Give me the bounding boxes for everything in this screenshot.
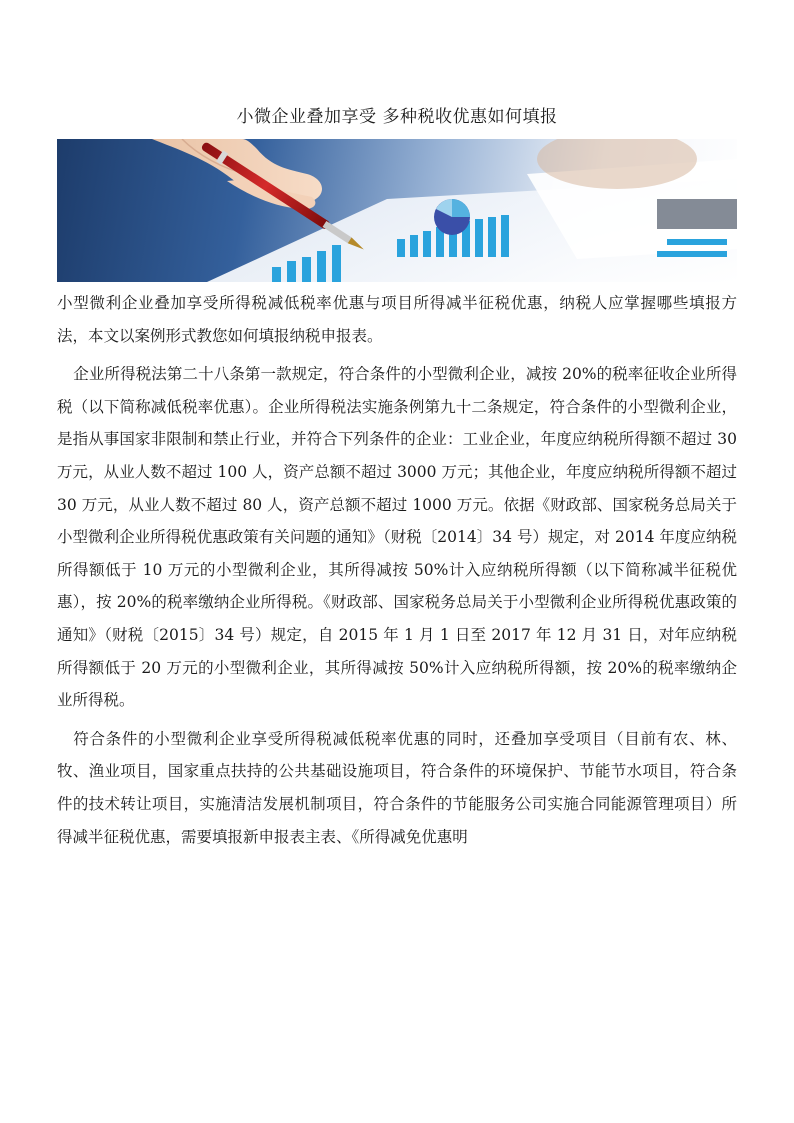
document-body (57, 287, 737, 853)
hand-pen-chart-photo-icon (57, 139, 737, 282)
paragraph-2: 企业所得税法第二十八条第一款规定，符合条件的小型微利企业，减按 20%的税率征收企业所得税（以下简称减低税率优惠）。企业所得税法实施条例第九十二条规定，符合条件的小型微利企业，是指从事国家非限制和禁止行业，并符合下列条件的企业：工业企业，年度应纳税所得额不超过 30 万元，从业人数不超过 100 人，资产总额不超过 3000 万元；其他企业，年度应纳税所得额不超过 30 万元，从业人数不超过 80 人，资产总额不超过 1000 万元。依据《财政部、国家税务总局关于小型微利企业所得税优惠政策有关问题的通知》（财税〔2014〕34 号）规定，对 2014 年度应纳税所得额低于 10 万元的小型微利企业，其所得减按 50%计入应纳税所得额（以下简称减半征税优惠），按 20%的税率缴纳企业所得税。《财政部、国家税务总局关于小型微利企业所得税优惠政策的通知》（财税〔2015〕34 号）规定，自 2015 年 1 月 1 日至 2017 年 12 月 31 日，对年应纳税所得额低于 20 万元的小型微利企业，其所得减按 50%计入应纳税所得额，按 20%的税率缴纳企业所得税。 (57, 365, 737, 710)
document-title: 小微企业叠加享受 多种税收优惠如何填报 (236, 107, 558, 127)
paragraph-1: 小型微利企业叠加享受所得税减低税率优惠与项目所得减半征税优惠，纳税人应掌握哪些填报方法，本文以案例形式教您如何填报纳税申报表。 (57, 294, 737, 345)
paragraph-3: 符合条件的小型微利企业享受所得税减低税率优惠的同时，还叠加享受项目（目前有农、林、牧、渔业项目，国家重点扶持的公共基础设施项目，符合条件的环境保护、节能节水项目，符合条件的技术转让项目，实施清洁发展机制项目，符合条件的节能服务公司实施合同能源管理项目）所得减半征税优惠，需要填报新申报表主表、《所得减免优惠明 (57, 729, 737, 846)
hero-image (57, 139, 737, 282)
